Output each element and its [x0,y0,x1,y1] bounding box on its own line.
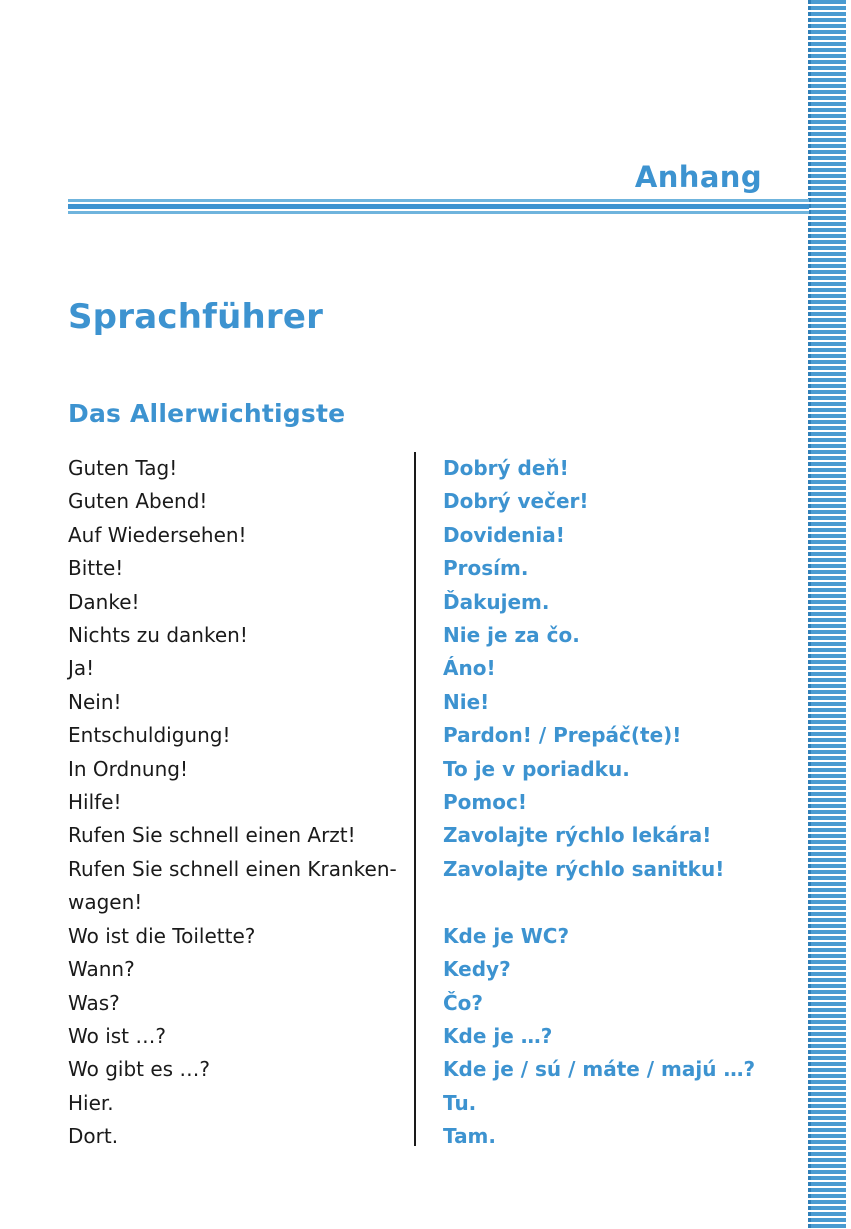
phrase-target: To je v poriadku. [443,756,630,781]
section-title: Das Allerwichtigste [68,398,346,428]
phrase-source: wagen! [68,890,143,915]
phrase-source: Dort. [68,1124,119,1149]
phrase-target: Tam. [443,1124,496,1149]
phrase-source: Hier. [68,1090,114,1115]
phrase-source: Was? [68,990,120,1015]
phrase-source: Danke! [68,589,140,614]
phrase-source: Wo ist …? [68,1023,166,1048]
header-rule [68,199,809,214]
phrase-source: Entschuldigung! [68,723,231,748]
phrase-target: Kde je …? [443,1023,553,1048]
phrase-target: Prosím. [443,556,529,581]
phrase-target: Nie je za čo. [443,623,580,648]
phrase-target: Pardon! / Prepáč(te)! [443,723,682,748]
phrase-source: Guten Tag! [68,456,178,480]
phrase-source: Wo ist die Toilette? [68,923,256,948]
phrase-target: Tu. [443,1090,477,1115]
phrase-column-divider [414,452,416,1146]
chapter-title: Sprachführer [68,296,324,337]
decorative-stripe-band [808,0,846,1229]
phrase-target: Nie! [443,689,490,714]
phrase-source: Nichts zu danken! [68,623,248,648]
phrase-target: Dovidenia! [443,522,565,547]
phrase-source: In Ordnung! [68,756,188,781]
decorative-stripe-band-accent [808,0,811,1229]
header-rule-line-bottom [68,211,809,214]
phrase-source: Bitte! [68,556,124,581]
phrase-source: Auf Wiedersehen! [68,522,247,547]
phrase-target: Dobrý deň! [443,456,569,480]
phrase-target: Čo? [443,990,484,1015]
phrase-target: Pomoc! [443,790,527,815]
phrase-source: Guten Abend! [68,489,208,514]
phrase-target: Zavolajte rýchlo sanitku! [443,856,725,881]
phrase-target: Kde je / sú / máte / majú …? [443,1057,756,1082]
phrase-target [443,886,798,919]
phrase-target: Kde je WC? [443,923,570,948]
phrase-source: Rufen Sie schnell einen Kranken- [68,856,397,881]
phrase-table [68,452,798,1154]
phrase-source: Wann? [68,957,135,982]
phrase-source: Hilfe! [68,790,122,815]
phrase-target: Zavolajte rýchlo lekára! [443,823,712,848]
phrase-source: Wo gibt es …? [68,1057,211,1082]
phrase-source: Ja! [68,656,95,681]
phrase-target: Ďakujem. [443,589,550,614]
phrase-source: Rufen Sie schnell einen Arzt! [68,823,356,848]
running-head: Anhang [634,160,762,194]
phrase-target: Kedy? [443,957,511,982]
phrase-source: Nein! [68,689,122,714]
phrase-target: Dobrý večer! [443,489,589,514]
phrase-column-target [443,452,798,1154]
phrase-target: Áno! [443,656,496,681]
phrase-column-source [68,452,414,1154]
